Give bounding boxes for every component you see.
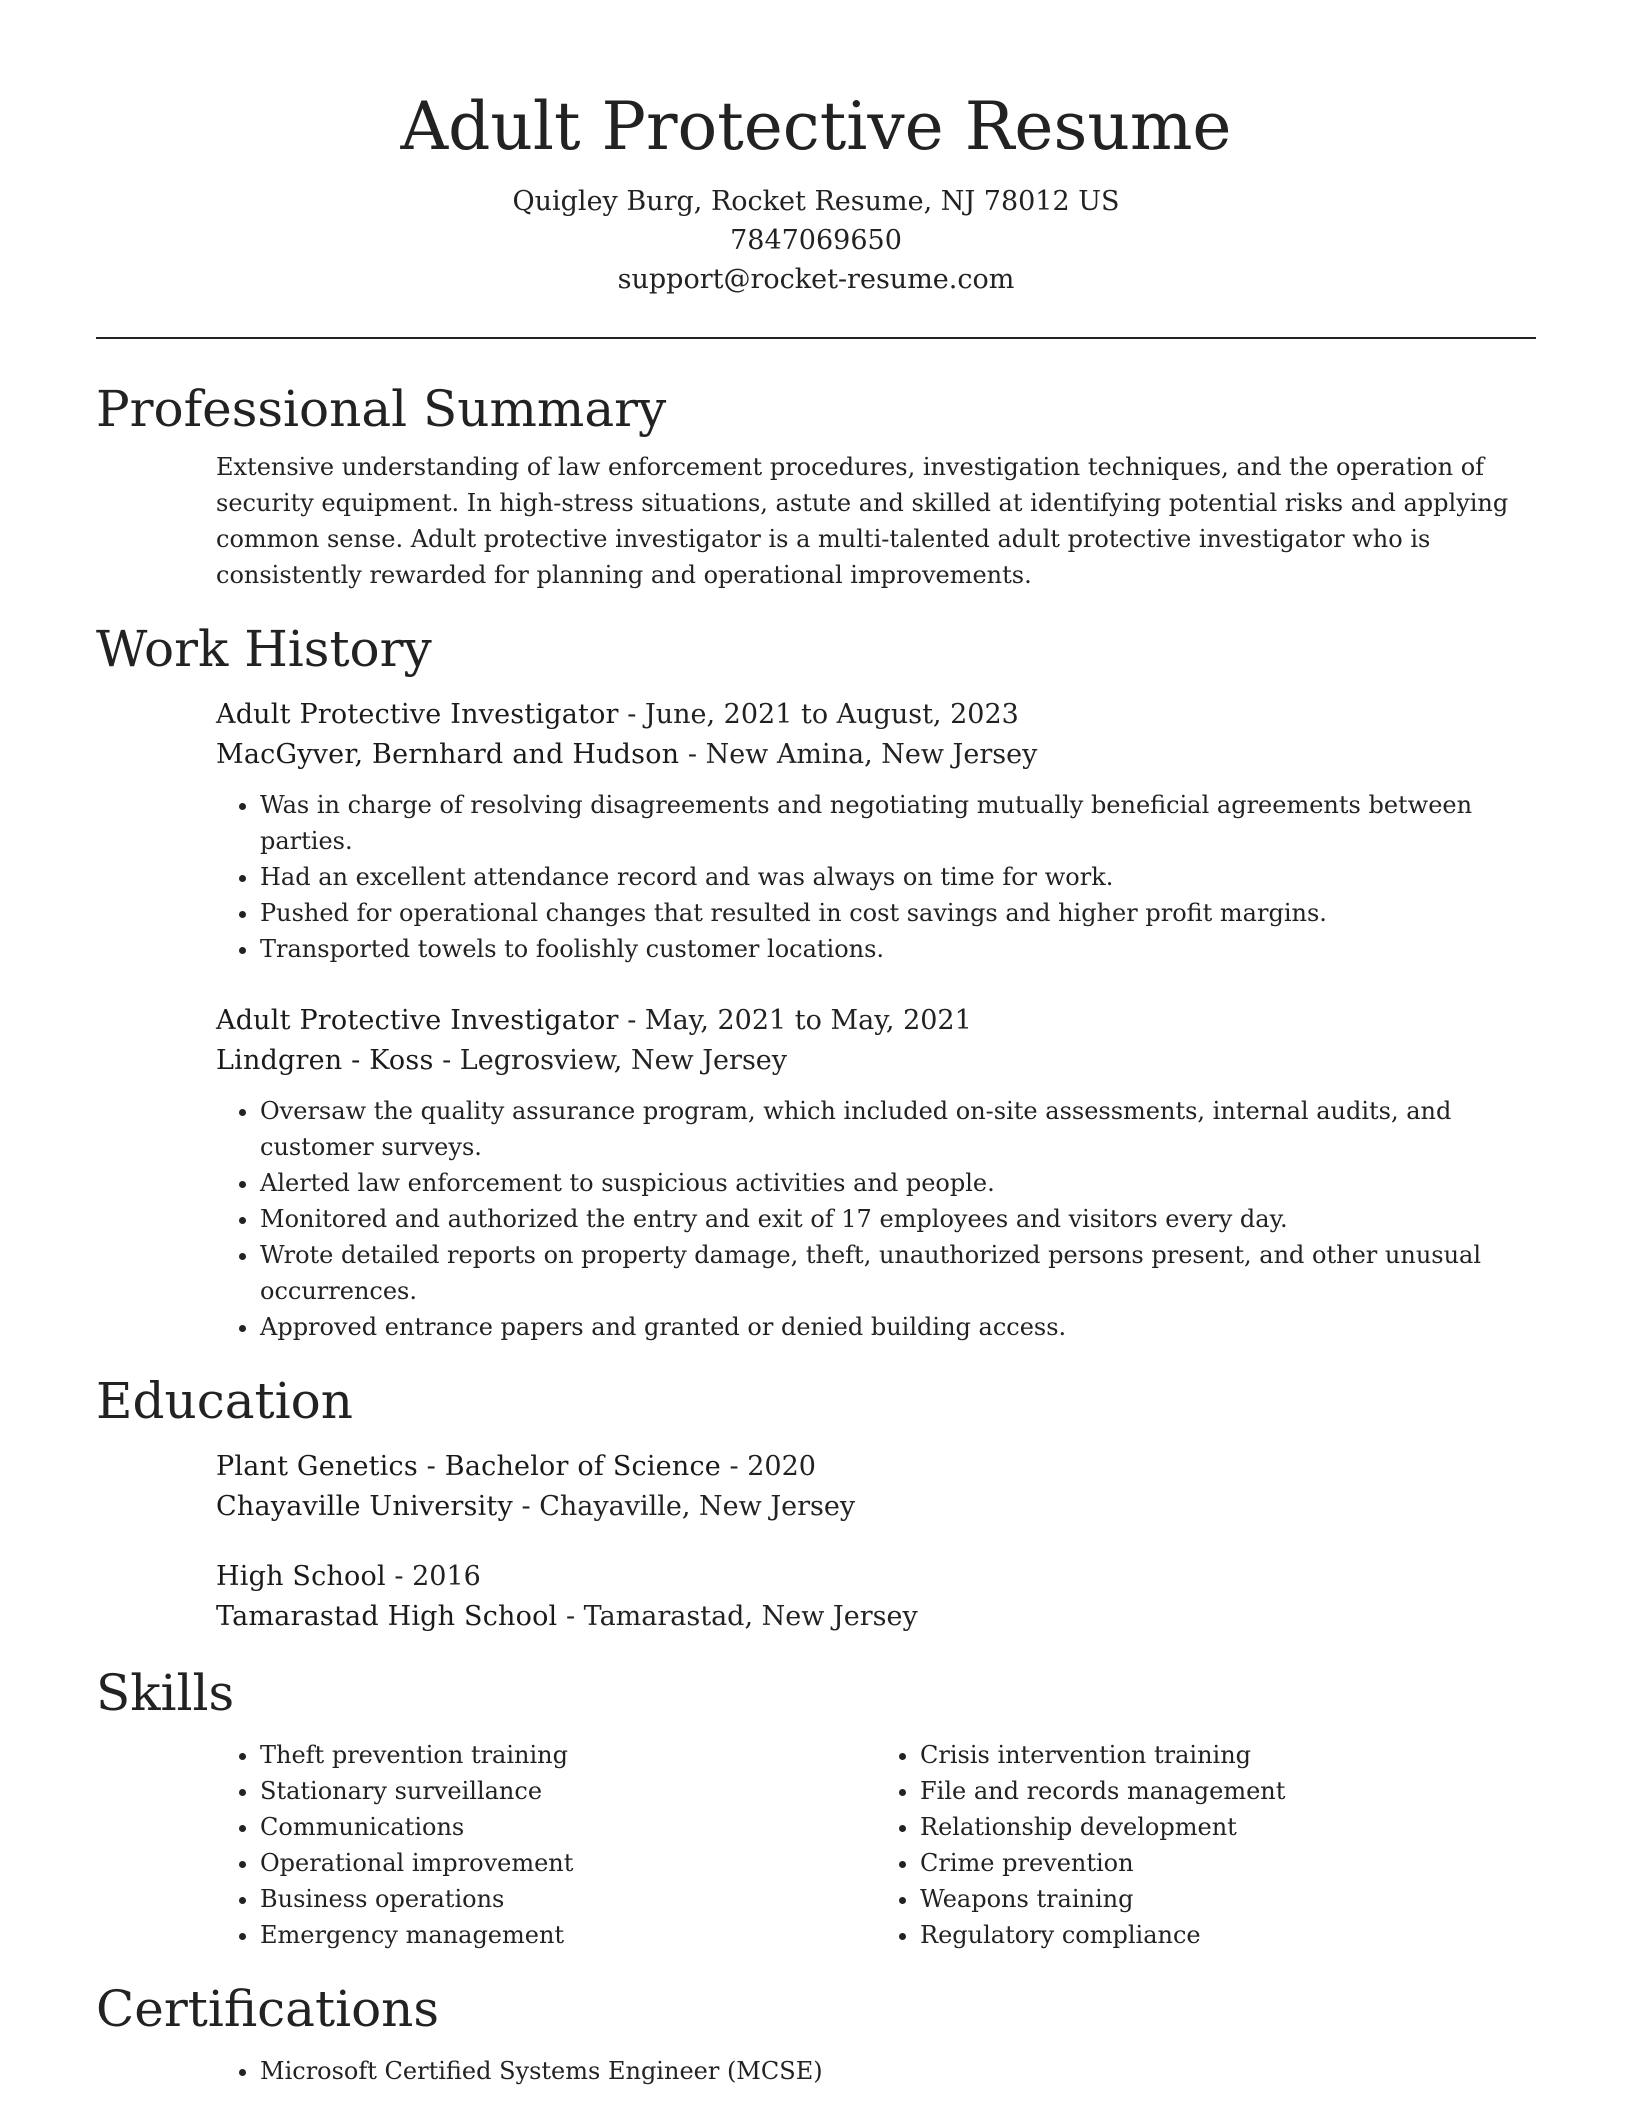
skill-item: • Theft prevention training (260, 1737, 876, 1773)
job-company: MacGyver, Bernhard and Hudson (216, 739, 680, 770)
education-entry (216, 1447, 1536, 1527)
degree-year: - 2016 (385, 1561, 481, 1592)
certifications-section (96, 1977, 1536, 2089)
degree: Plant Genetics - Bachelor of Science (216, 1451, 721, 1482)
skills-grid (216, 1737, 1536, 1953)
job-dates: - June, 2021 to August, 2023 (618, 699, 1019, 730)
summary-section (96, 377, 1536, 593)
skill-item: • Business operations (260, 1881, 876, 1917)
skills-heading: Skills (96, 1664, 235, 1722)
skill-item: • Stationary surveillance (260, 1773, 876, 1809)
job-location: - New Amina, New Jersey (679, 739, 1038, 770)
list-item: • Transported towels to foolishly customer locations. (260, 931, 1536, 967)
skill-item: • Crisis intervention training (920, 1737, 1536, 1773)
resume-title: Adult Protective Resume (400, 88, 1232, 165)
contact-email: support@rocket-resume.com (617, 264, 1015, 295)
job-company: Lindgren - Koss (216, 1045, 434, 1076)
job-duties (216, 1093, 1536, 1345)
degree-line (216, 1447, 1536, 1487)
job-dates: - May, 2021 to May, 2021 (618, 1005, 972, 1036)
job-title: Adult Protective Investigator (216, 699, 619, 730)
education-section (96, 1369, 1536, 1637)
resume-page (96, 0, 1536, 2089)
school-name: Tamarastad High School (216, 1601, 558, 1632)
education-entry (216, 1557, 1536, 1637)
resume-header (96, 0, 1536, 299)
job-company-line (216, 735, 1536, 775)
skill-item: • Regulatory compliance (920, 1917, 1536, 1953)
list-item: • Pushed for operational changes that resulted in cost savings and higher profit margins. (260, 895, 1536, 931)
job-entry (216, 1001, 1536, 1345)
skill-item: • Emergency management (260, 1917, 876, 1953)
contact-phone: 7847069650 (730, 225, 902, 256)
education-heading: Education (96, 1372, 353, 1430)
job-title-line (216, 1001, 1536, 1041)
job-duties (216, 787, 1536, 967)
job-company-line (216, 1041, 1536, 1081)
list-item: • Monitored and authorized the entry and exit of 17 employees and visitors every day. (260, 1201, 1536, 1237)
summary-heading: Professional Summary (96, 380, 667, 438)
work-history-heading: Work History (96, 620, 432, 678)
skill-item: • Crime prevention (920, 1845, 1536, 1881)
list-item: • Had an excellent attendance record and was always on time for work. (260, 859, 1536, 895)
list-item: • Approved entrance papers and granted or denied building access. (260, 1309, 1536, 1345)
job-entry (216, 695, 1536, 967)
work-history-section (96, 617, 1536, 1345)
school-location: - Tamarastad, New Jersey (557, 1601, 918, 1632)
degree: High School (216, 1561, 386, 1592)
skills-column-right (876, 1737, 1536, 1953)
list-item: • Wrote detailed reports on property damage, theft, unauthorized persons present, and other unusual occurrences. (260, 1237, 1536, 1309)
certifications-list (216, 2053, 1536, 2089)
certification-item: • Microsoft Certified Systems Engineer (MCSE) (260, 2053, 1536, 2089)
job-title: Adult Protective Investigator (216, 1005, 619, 1036)
degree-line (216, 1557, 1536, 1597)
list-item: • Alerted law enforcement to suspicious activities and people. (260, 1165, 1536, 1201)
contact-info (96, 182, 1536, 299)
skills-section (96, 1661, 1536, 1953)
degree-year: - 2020 (720, 1451, 816, 1482)
certifications-heading: Certifications (96, 1980, 440, 2038)
skill-item: • Relationship development (920, 1809, 1536, 1845)
skill-item: • Weapons training (920, 1881, 1536, 1917)
skill-item: • Communications (260, 1809, 876, 1845)
school-location: - Chayaville, New Jersey (512, 1491, 856, 1522)
header-divider (96, 337, 1536, 339)
summary-text: Extensive understanding of law enforcement procedures, investigation techniques, and the operation of security equipment. In high-stress situations, astute and skilled at identifying potential risks and applying common sense. Adult protective investigator is a multi-talented adult protective investigator who is consistently rewarded for planning and operational improvements. (216, 453, 1509, 589)
job-location: - Legrosview, New Jersey (433, 1045, 788, 1076)
contact-address: Quigley Burg, Rocket Resume, NJ 78012 US (512, 186, 1120, 217)
skill-item: • Operational improvement (260, 1845, 876, 1881)
school-name: Chayaville University (216, 1491, 513, 1522)
school-line (216, 1597, 1536, 1637)
skills-column-left (216, 1737, 876, 1953)
job-title-line (216, 695, 1536, 735)
school-line (216, 1487, 1536, 1527)
list-item: • Was in charge of resolving disagreements and negotiating mutually beneficial agreements between parties. (260, 787, 1536, 859)
skill-item: • File and records management (920, 1773, 1536, 1809)
list-item: • Oversaw the quality assurance program, which included on-site assessments, internal audits, and customer surveys. (260, 1093, 1536, 1165)
